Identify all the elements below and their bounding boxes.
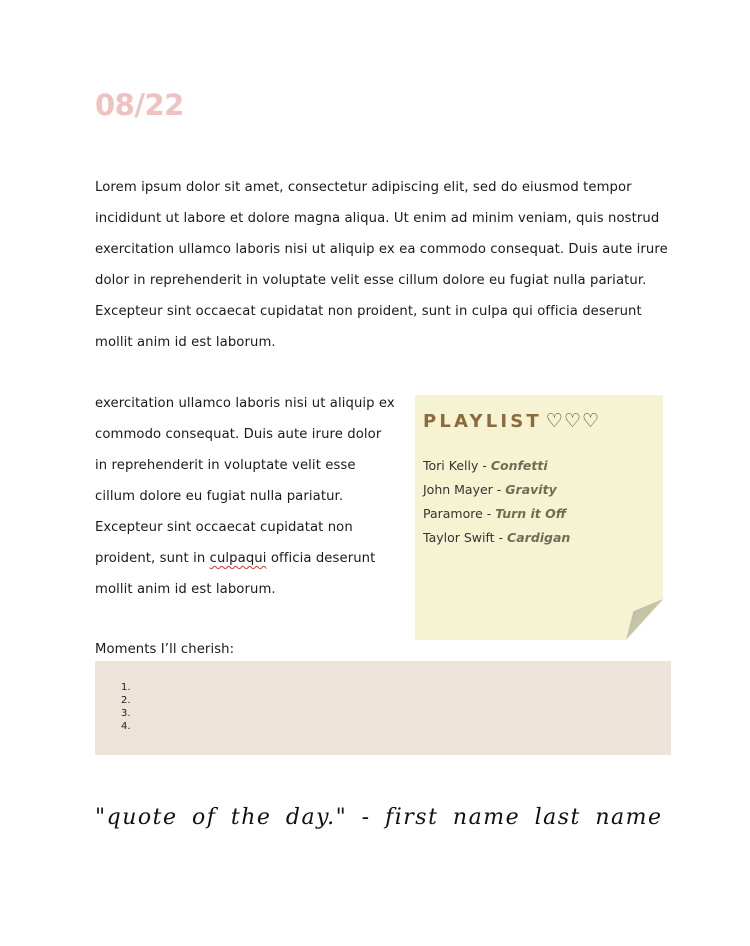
moments-list-item[interactable]: 1. <box>121 682 131 693</box>
song-separator: - <box>494 530 508 545</box>
paragraph-2-text-end: officia deserunt mollit anim id est laborum. <box>95 551 376 597</box>
playlist-song <box>423 455 570 479</box>
song-separator: - <box>492 482 506 497</box>
moments-list-item[interactable]: 4. <box>121 721 131 732</box>
paragraph-2-text-start: exercitation ullamco laboris nisi ut aliquip ex commodo consequat. Duis aute irure dolor in reprehenderit in voluptate velit esse cillum dolore eu fugiat nulla pariatur. Excepteur sint occaecat cupidatat non proident, sunt in <box>95 396 395 566</box>
song-artist: Taylor Swift <box>423 530 495 545</box>
song-artist: Paramore <box>423 506 483 521</box>
playlist-song-list <box>423 455 570 551</box>
moments-box[interactable] <box>95 661 671 755</box>
song-artist: Tori Kelly <box>423 458 479 473</box>
song-separator: - <box>478 458 491 473</box>
song-separator: - <box>482 506 496 521</box>
playlist-song <box>423 479 570 503</box>
playlist-song <box>423 503 570 527</box>
quote-of-the-day[interactable]: "quote of the day." - first name last name <box>95 805 663 830</box>
song-title: Confetti <box>490 458 548 473</box>
song-title: Cardigan <box>507 530 571 545</box>
song-artist: John Mayer <box>423 482 493 497</box>
body-paragraph-1[interactable]: Lorem ipsum dolor sit amet, consectetur adipiscing elit, sed do eiusmod tempor incididunt ut labore et dolore magna aliqua. Ut enim ad minim veniam, quis nostrud exercitation ullamco laboris nisi ut aliquip ex ea commodo consequat. Duis aute irure dolor in reprehenderit in voluptate velit esse cillum dolore eu fugiat nulla pariatur. Excepteur sint occaecat cupidatat non proident, sunt in culpa qui officia deserunt mollit anim id est laborum. <box>95 180 668 350</box>
song-title: Turn it Off <box>495 506 567 521</box>
page-date: 08/22 <box>95 88 184 122</box>
moments-label: Moments I’ll cherish: <box>95 642 235 657</box>
misspelled-word[interactable]: culpaqui <box>209 551 267 566</box>
moments-list-item[interactable]: 3. <box>121 708 131 719</box>
hearts-icon: ♡♡♡ <box>545 410 601 432</box>
playlist-title <box>423 410 600 432</box>
playlist-song <box>423 527 570 551</box>
moments-list-item[interactable]: 2. <box>121 695 131 706</box>
playlist-title-text: PLAYLIST <box>423 411 542 432</box>
body-paragraph-2[interactable] <box>95 388 395 605</box>
song-title: Gravity <box>505 482 557 497</box>
moments-list[interactable] <box>121 681 131 733</box>
